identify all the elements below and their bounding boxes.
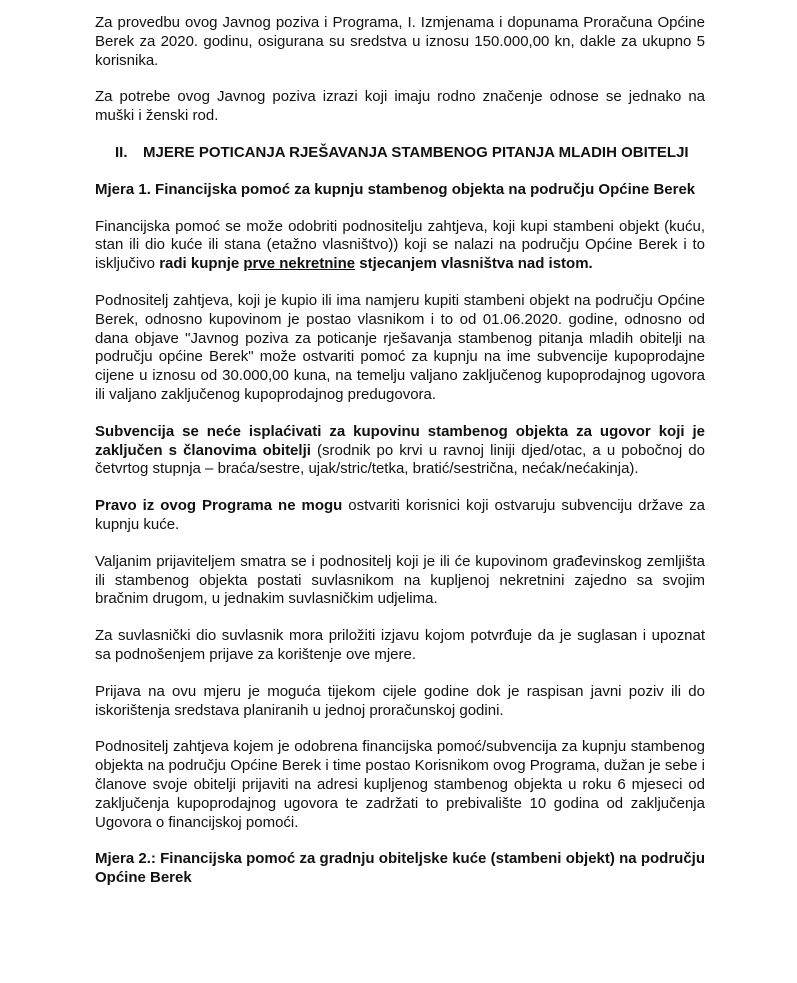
paragraph-co-owner: Valjanim prijaviteljem smatra se i podnositelj koji je ili će kupovinom građevinskog zemljišta ili stambenog objekta postati suvlasnikom na kupljenoj nekretnini zajedno sa svojim bračnim drugom, u jednakim suvlasničkim udjelima. (95, 552, 705, 608)
paragraph-applicant: Podnositelj zahtjeva, koji je kupio ili ima namjeru kupiti stambeni objekt na području Općine Berek, odnosno kupovinom je postao vlasnikom i to od 01.06.2020. godine, odnosno od dana objave "Javnog poziva za poticanje rješavanja stambenog pitanja mladih obitelji na području općine Berek" može ostvariti pomoć za kupnju na ime subvencije kupoprodajne cijene u iznosu od 30.000,00 kuna, na temelju valjano zaključenog kupoprodajnog ugovora ili valjano zaključenog kupoprodajnog predugovora. (95, 291, 705, 403)
purchase-aid-text: Financijska pomoć se može odobriti podnositelju zahtjeva, koji kupi stambeni objekt (kuću, stan ili dio kuće ili stana (etažno vlasništvo)) koji se nalazi na području Općine Berek i to isključivo (95, 217, 705, 273)
state-subsidy-bold: Pravo iz ovog Programa ne mogu (95, 497, 343, 515)
purchase-aid-underlined: prve nekretnine (243, 255, 356, 273)
purchase-aid-bold-2: stjecanjem vlasništva nad istom. (355, 255, 593, 273)
state-subsidy-text: ostvariti korisnici koji ostvaruju subvenciju države za kupnju kuće. (95, 497, 705, 533)
paragraph-purchase-aid (95, 218, 705, 274)
paragraph-funding: Za provedbu ovog Javnog poziva i Programa, I. Izmjenama i dopunama Proračuna Općine Berek za 2020. godinu, osigurana su sredstva u iznosu 150.000,00 kn, dakle za ukupno 5 korisnika. (95, 14, 705, 69)
section-title: MJERE POTICANJA RJEŠAVANJA STAMBENOG PITANJA MLADIH OBITELJI (143, 143, 689, 161)
paragraph-co-owner-statement: Za suvlasnički dio suvlasnik mora priložiti izjavu kojom potvrđuje da je suglasan i upoznat sa podnošenjem prijave za korištenje ove mjere. (95, 627, 705, 663)
paragraph-state-subsidy (95, 497, 705, 535)
paragraph-gender-terms: Za potrebe ovog Javnog poziva izrazi koji imaju rodno značenje odnose se jednako na muški i ženski rod. (95, 88, 705, 125)
paragraph-residence-obligation: Podnositelj zahtjeva kojem je odobrena financijska pomoć/subvencija za kupnju stambenog objekta na području Općine Berek i time postao Korisnikom ovog Programa, dužan je sebe i članove svoje obitelji prijaviti na adresi kupljenog stambenog objekta u roku 6 mjeseci od zaključenja kupoprodajnog ugovora te zadržati to prebivalište 10 godina od zaključenja Ugovora o financijskoj pomoći. (95, 738, 705, 831)
document-page (95, 14, 705, 888)
family-exclusion-text: (srodnik po krvi u ravnoj liniji djed/otac, a u pobočnoj do četvrtog stupnja – braća/sestre, ujak/stric/tetka, bratić/sestrična, nećak/nećakinja). (95, 441, 705, 478)
family-exclusion-bold: Subvencija se neće isplaćivati za kupovinu stambenog objekta za ugovor koji je zaključen s članovima obitelji (95, 422, 705, 459)
purchase-aid-bold-1: radi kupnje (159, 255, 240, 273)
paragraph-application-period: Prijava na ovu mjeru je moguća tijekom cijele godine dok je raspisan javni poziv ili do iskorištenja sredstava planiranih u jednoj proračunskoj godini. (95, 682, 705, 719)
mjera1-title: Mjera 1. Financijska pomoć za kupnju stambenog objekta na području Općine Berek (95, 180, 696, 198)
paragraph-family-exclusion (95, 423, 705, 479)
mjera2-title: Mjera 2.: Financijska pomoć za gradnju obiteljske kuće (stambeni objekt) na području Općine Berek (95, 850, 705, 887)
section-number: II. (115, 143, 128, 161)
section-heading (115, 144, 705, 163)
